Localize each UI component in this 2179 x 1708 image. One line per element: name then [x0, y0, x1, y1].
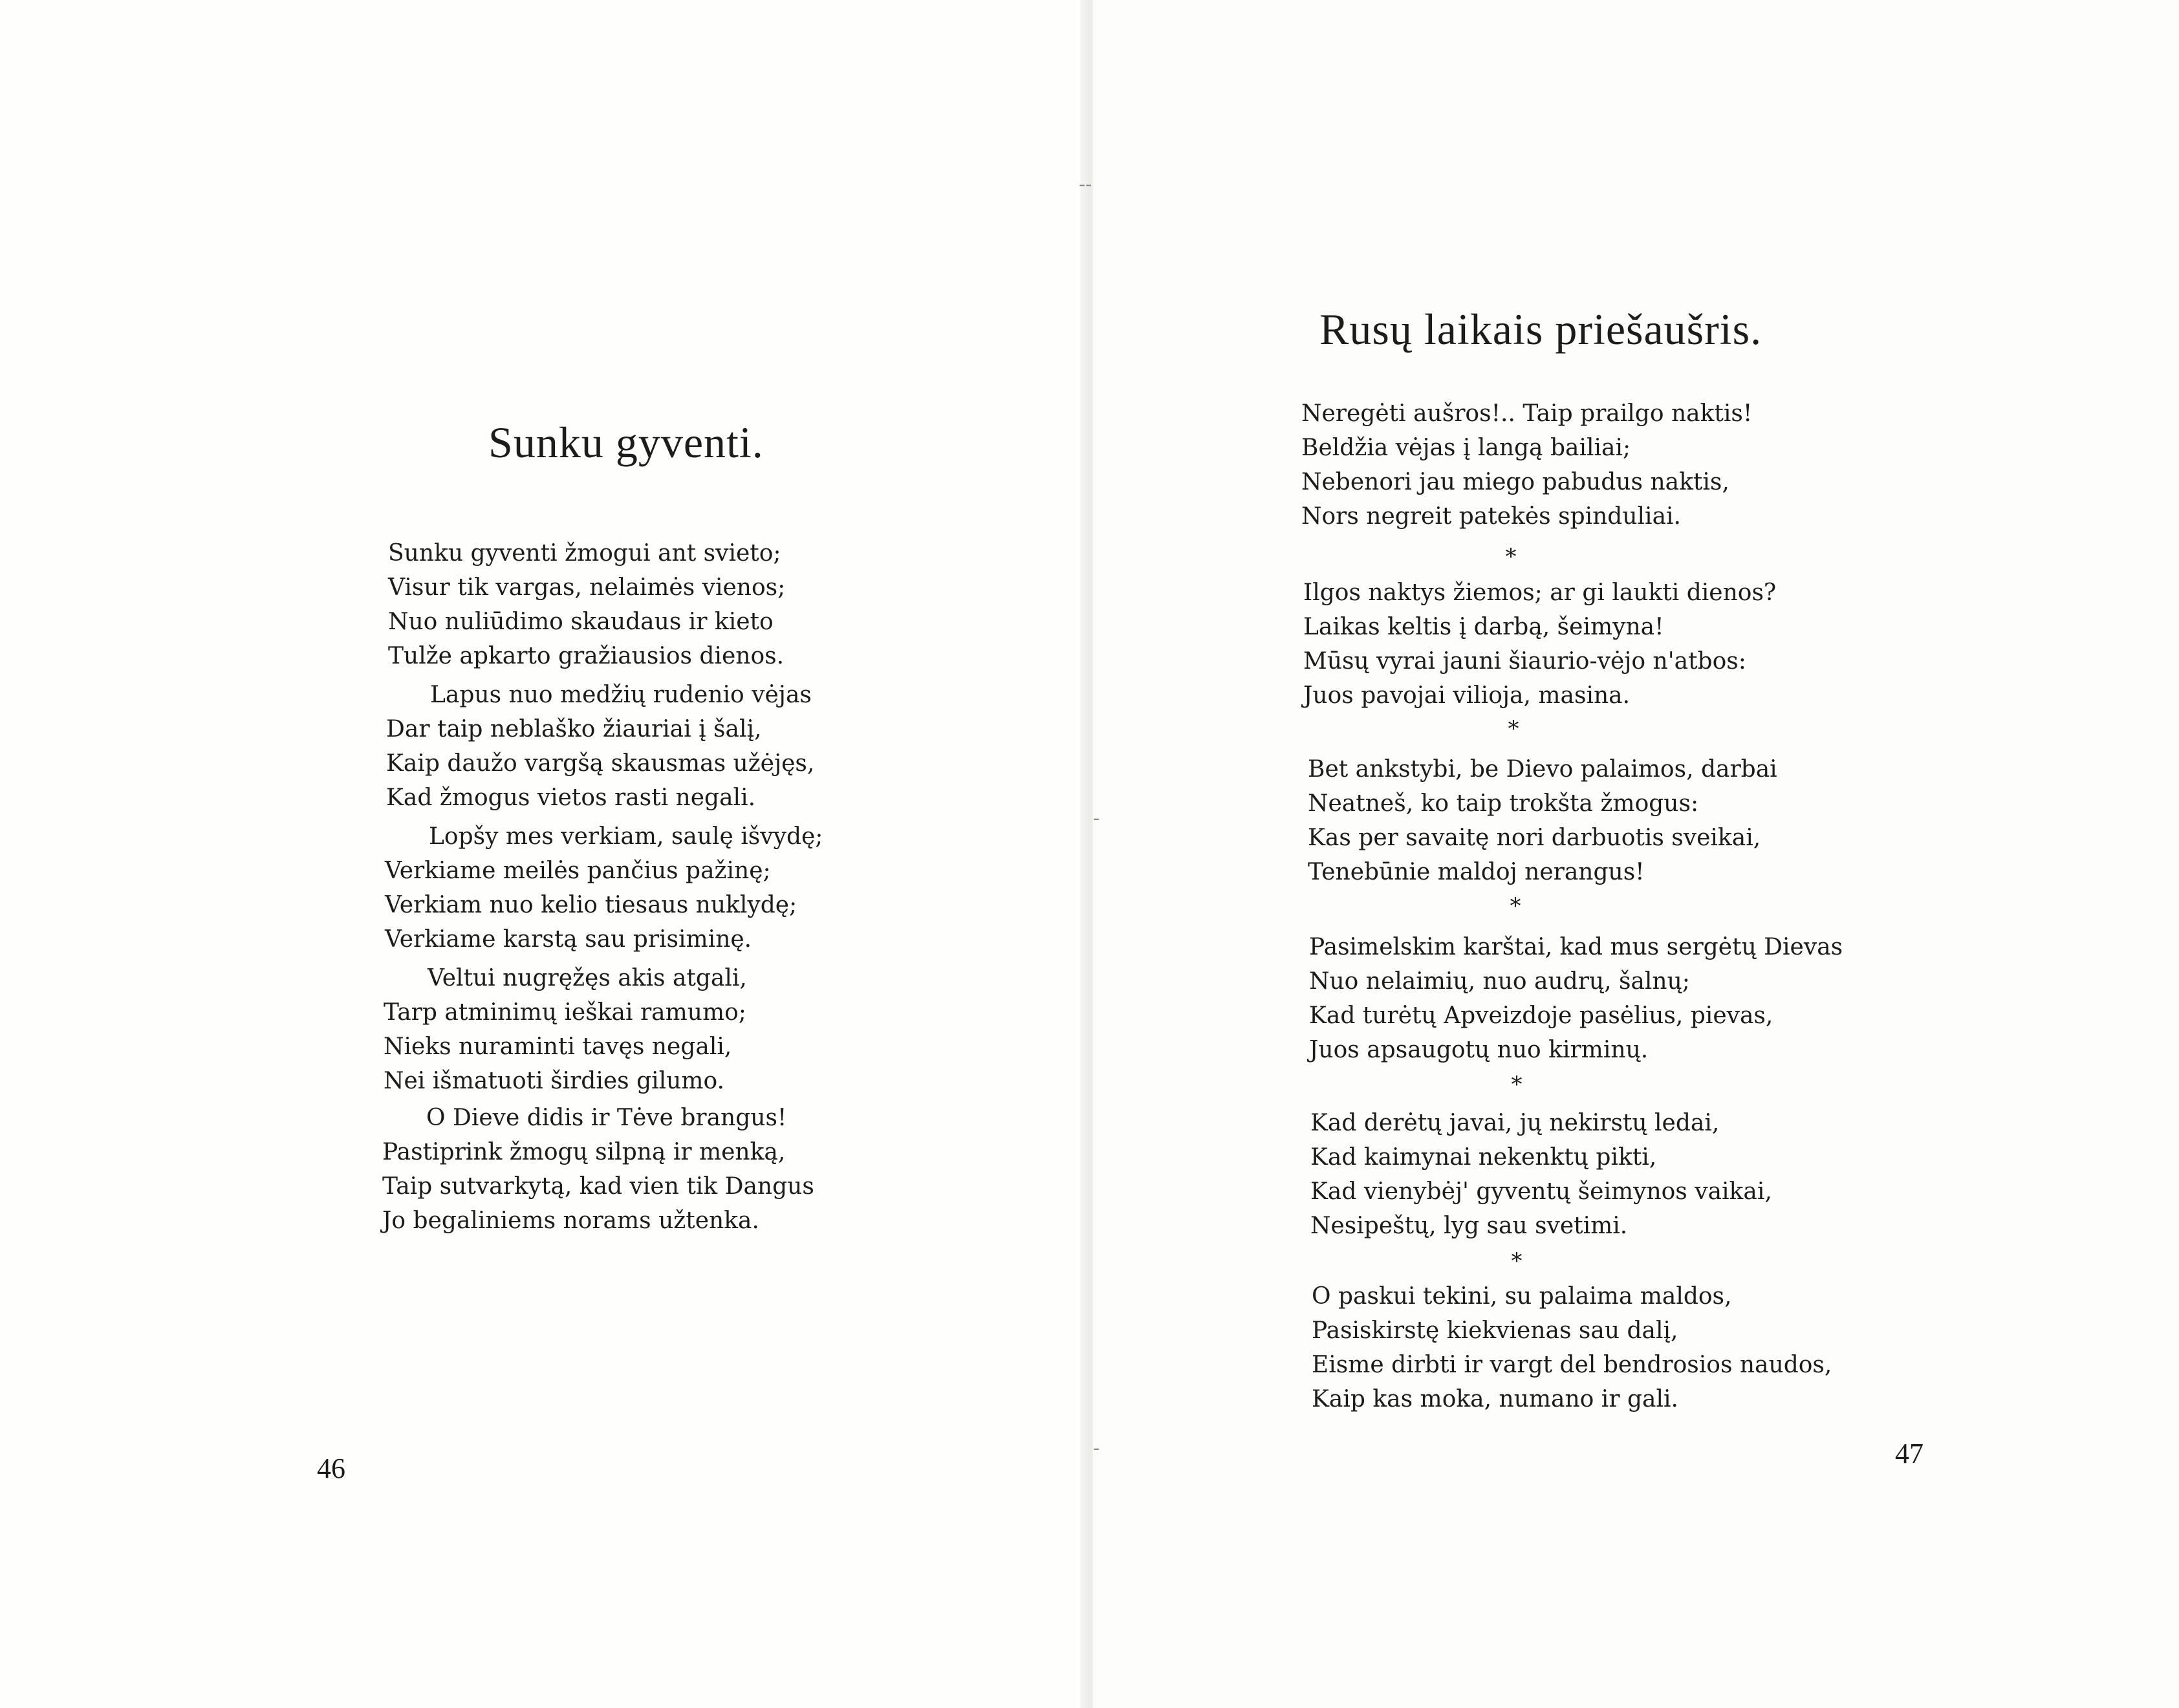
stanza-separator: * — [1511, 1248, 1523, 1274]
poem-line: Juos apsaugotų nuo kirminų. — [1309, 1037, 1649, 1063]
poem-line: O Dieve didis ir Tėve brangus! — [426, 1105, 787, 1131]
poem-line: Kad turėtų Apveizdoje pasėlius, pievas, — [1309, 1002, 1773, 1029]
poem-line: Kad derėtų javai, jų nekirstų ledai, — [1310, 1110, 1720, 1136]
stanza-separator: * — [1508, 716, 1519, 742]
poem-line: Sunku gyventi žmogui ant svieto; — [388, 540, 781, 567]
poem-line: Nesipeštų, lyg sau svetimi. — [1310, 1213, 1628, 1239]
poem-line: Neatneš, ko taip trokšta žmogus: — [1308, 790, 1699, 817]
poem-line: Tulže apkarto gražiausios dienos. — [388, 643, 785, 669]
poem-line: Kaip daužo vargšą skausmas užėjęs, — [386, 750, 815, 777]
right-stanza — [1303, 576, 1776, 713]
poem-line: Nuo nelaimių, nuo audrų, šalnų; — [1309, 968, 1690, 995]
poem-line: Verkiame meilės pančius pažinę; — [385, 858, 771, 884]
poem-line: Pasimelskim karštai, kad mus sergėtų Dievas — [1309, 934, 1843, 960]
poem-line: Kas per savaitę nori darbuotis sveikai, — [1308, 825, 1761, 851]
right-stanza — [1308, 752, 1777, 889]
left-stanza — [385, 819, 823, 957]
poem-line: O paskui tekini, su palaima maldos, — [1312, 1283, 1732, 1310]
poem-line: Ilgos naktys žiemos; ar gi laukti dienos? — [1303, 579, 1777, 606]
poem-line: Tenebūnie maldoj nerangus! — [1308, 859, 1645, 885]
poem-line: Neregėti aušros!.. Taip prailgo naktis! — [1301, 400, 1753, 427]
binding-mark: ‐‑ — [1079, 173, 1092, 196]
poem-line: Dar taip neblaško žiauriai į šalį, — [386, 716, 762, 742]
poem-line: Taip sutvarkytą, kad vien tik Dangus — [382, 1173, 814, 1200]
left-stanza — [388, 536, 785, 673]
poem-line: Visur tik vargas, nelaimės vienos; — [388, 574, 786, 601]
poem-line: Lopšy mes verkiam, saulę išvydę; — [429, 823, 823, 850]
poem-line: Laikas keltis į darbą, šeimyna! — [1303, 614, 1664, 640]
stanza-separator: * — [1510, 893, 1521, 919]
binding-mark: ‑ — [1093, 807, 1100, 830]
left-stanza — [386, 678, 814, 815]
poem-line: Tarp atminimų ieškai ramumo; — [384, 999, 746, 1026]
poem-line: Nei išmatuoti širdies gilumo. — [384, 1068, 724, 1094]
poem-line: Pastiprink žmogų silpną ir menką, — [382, 1139, 786, 1165]
poem-line: Nuo nuliūdimo skaudaus ir kieto — [388, 609, 774, 635]
stanza-separator: * — [1505, 544, 1517, 570]
poem-line: Lapus nuo medžių rudenio vėjas — [430, 682, 812, 708]
poem-line: Nieks nuraminti tavęs negali, — [384, 1033, 732, 1060]
poem-line: Kad žmogus vietos rasti negali. — [386, 784, 756, 811]
binding-mark: ‑ — [1093, 1437, 1100, 1460]
poem-line: Verkiame karstą sau prisiminę. — [385, 926, 752, 953]
poem-line: Juos pavojai vilioja, masina. — [1303, 682, 1631, 709]
poem-line: Nors negreit patekės spinduliai. — [1301, 503, 1681, 530]
left-page-number: 46 — [317, 1453, 345, 1484]
right-poem-title: Rusų laikais priešaušris. — [1319, 305, 1762, 354]
left-poem-title: Sunku gyventi. — [488, 418, 764, 467]
right-stanza — [1310, 1106, 1772, 1243]
left-stanza — [384, 961, 747, 1098]
poem-line: Kaip kas moka, numano ir gali. — [1312, 1386, 1678, 1412]
poem-line: Kad kaimynai nekenktų pikti, — [1310, 1144, 1657, 1171]
right-page-number: 47 — [1895, 1438, 1924, 1469]
right-stanza — [1312, 1279, 1832, 1416]
poem-line: Jo begaliniems norams užtenka. — [382, 1207, 759, 1234]
poem-line: Kad vienybėj' gyventų šeimynos vaikai, — [1310, 1178, 1772, 1205]
poem-line: Beldžia vėjas į langą bailiai; — [1301, 435, 1631, 461]
left-stanza — [382, 1101, 814, 1238]
poem-line: Nebenori jau miego pabudus naktis, — [1301, 469, 1729, 495]
poem-line: Veltui nugręžęs akis atgali, — [428, 965, 747, 991]
poem-line: Verkiam nuo kelio tiesaus nuklydę; — [385, 892, 797, 918]
right-stanza — [1301, 396, 1752, 534]
poem-line: Bet ankstybi, be Dievo palaimos, darbai — [1308, 756, 1777, 783]
right-stanza — [1309, 930, 1843, 1067]
stanza-separator: * — [1511, 1072, 1523, 1097]
poem-line: Mūsų vyrai jauni šiaurio-vėjo n'atbos: — [1303, 648, 1746, 675]
poem-line: Eisme dirbti ir vargt del bendrosios naudos, — [1312, 1352, 1832, 1378]
poem-line: Pasiskirstę kiekvienas sau dalį, — [1312, 1317, 1678, 1344]
